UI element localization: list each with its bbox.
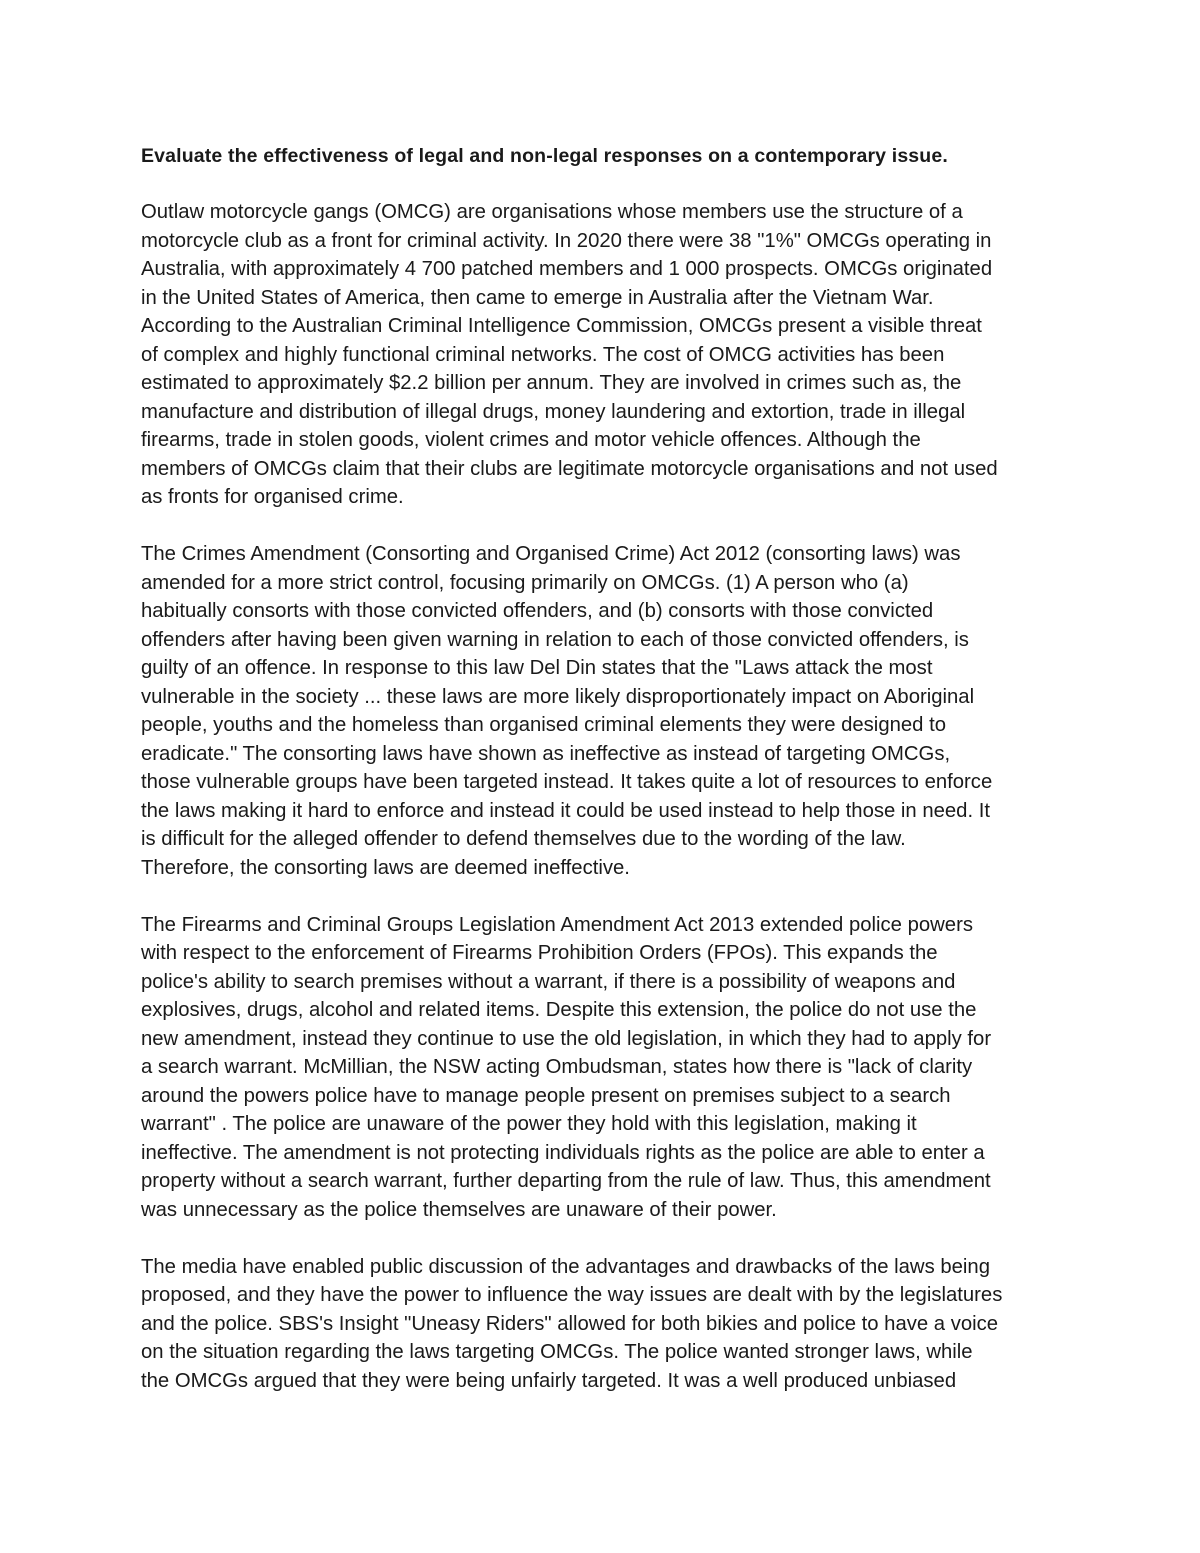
text-line: police's ability to search premises without a warrant, if there is a possibility of weapons and [141, 970, 956, 993]
essay-question-title: Evaluate the effectiveness of legal and non-legal responses on a contemporary issue. [141, 145, 948, 167]
text-line: is difficult for the alleged offender to defend themselves due to the wording of the law. [141, 828, 906, 850]
text-line: with respect to the enforcement of Firearms Prohibition Orders (FPOs). This expands the [141, 942, 938, 964]
text-line: the OMCGs argued that they were being unfairly targeted. It was a well produced unbiased [141, 1369, 957, 1392]
text-line: eradicate." The consorting laws have shown as ineffective as instead of targeting OMCGs, [141, 742, 951, 765]
text-line: ineffective. The amendment is not protecting individuals rights as the police are able to enter a [141, 1141, 985, 1164]
text-line: The Firearms and Criminal Groups Legislation Amendment Act 2013 extended police powers [141, 913, 973, 936]
text-line: vulnerable in the society ... these laws are more likely disproportionately impact on Aboriginal [141, 685, 975, 708]
text-line: as fronts for organised crime. [141, 486, 404, 508]
text-line: was unnecessary as the police themselves are unaware of their power. [141, 1198, 777, 1221]
text-line: Outlaw motorcycle gangs (OMCG) are organisations whose members use the structure of a [141, 201, 963, 223]
text-line: motorcycle club as a front for criminal activity. In 2020 there were 38 "1%" OMCGs operating in [141, 229, 992, 252]
paragraph [141, 911, 1063, 1225]
text-line: guilty of an offence. In response to this law Del Din states that the "Laws attack the most [141, 657, 933, 679]
text-line: The media have enabled public discussion of the advantages and drawbacks of the laws being [141, 1255, 990, 1278]
text-line: habitually consorts with those convicted offenders, and (b) consorts with those convicted [141, 600, 934, 622]
text-line: amended for a more strict control, focusing primarily on OMCGs. (1) A person who (a) [141, 571, 909, 594]
text-line: offenders after having been given warning in relation to each of those convicted offenders, is [141, 628, 969, 651]
text-line: manufacture and distribution of illegal drugs, money laundering and extortion, trade in illegal [141, 400, 966, 423]
text-line: explosives, drugs, alcohol and related items. Despite this extension, the police do not use the [141, 999, 977, 1021]
text-line: on the situation regarding the laws targeting OMCGs. The police wanted stronger laws, while [141, 1341, 973, 1363]
text-line: of complex and highly functional criminal networks. The cost of OMCG activities has been [141, 343, 945, 366]
paragraph [141, 540, 1063, 882]
text-line: and the police. SBS's Insight "Uneasy Riders" allowed for both bikies and police to have a voice [141, 1312, 999, 1335]
text-line: warrant" . The police are unaware of the power they hold with this legislation, making it [141, 1113, 917, 1135]
text-line: people, youths and the homeless than organised criminal elements they were designed to [141, 714, 946, 736]
text-line: those vulnerable groups have been targeted instead. It takes quite a lot of resources to enforce [141, 771, 993, 793]
document-body [141, 142, 1063, 1424]
text-line: Australia, with approximately 4 700 patched members and 1 000 prospects. OMCGs originated [141, 258, 993, 280]
text-line: members of OMCGs claim that their clubs are legitimate motorcycle organisations and not used [141, 457, 998, 480]
text-line: proposed, and they have the power to influence the way issues are dealt with by the legislatures [141, 1284, 1003, 1306]
text-line: According to the Australian Criminal Intelligence Commission, OMCGs present a visible threat [141, 315, 982, 337]
text-line: the laws making it hard to enforce and instead it could be used instead to help those in need. It [141, 799, 990, 822]
text-line: property without a search warrant, further departing from the rule of law. Thus, this amendment [141, 1170, 991, 1192]
text-line: in the United States of America, then came to emerge in Australia after the Vietnam War. [141, 286, 934, 309]
text-line: firearms, trade in stolen goods, violent crimes and motor vehicle offences. Although the [141, 429, 921, 451]
text-line: a search warrant. McMillian, the NSW acting Ombudsman, states how there is "lack of clarity [141, 1056, 973, 1078]
text-line: estimated to approximately $2.2 billion per annum. They are involved in crimes such as, the [141, 372, 962, 394]
text-line: Therefore, the consorting laws are deemed ineffective. [141, 856, 630, 879]
paragraph [141, 198, 1063, 512]
paragraph [141, 1253, 1063, 1396]
text-line: The Crimes Amendment (Consorting and Organised Crime) Act 2012 (consorting laws) was [141, 543, 961, 565]
paragraph-list [141, 198, 1063, 1395]
text-line: new amendment, instead they continue to use the old legislation, in which they had to apply for [141, 1027, 992, 1050]
text-line: around the powers police have to manage people present on premises subject to a search [141, 1084, 951, 1107]
